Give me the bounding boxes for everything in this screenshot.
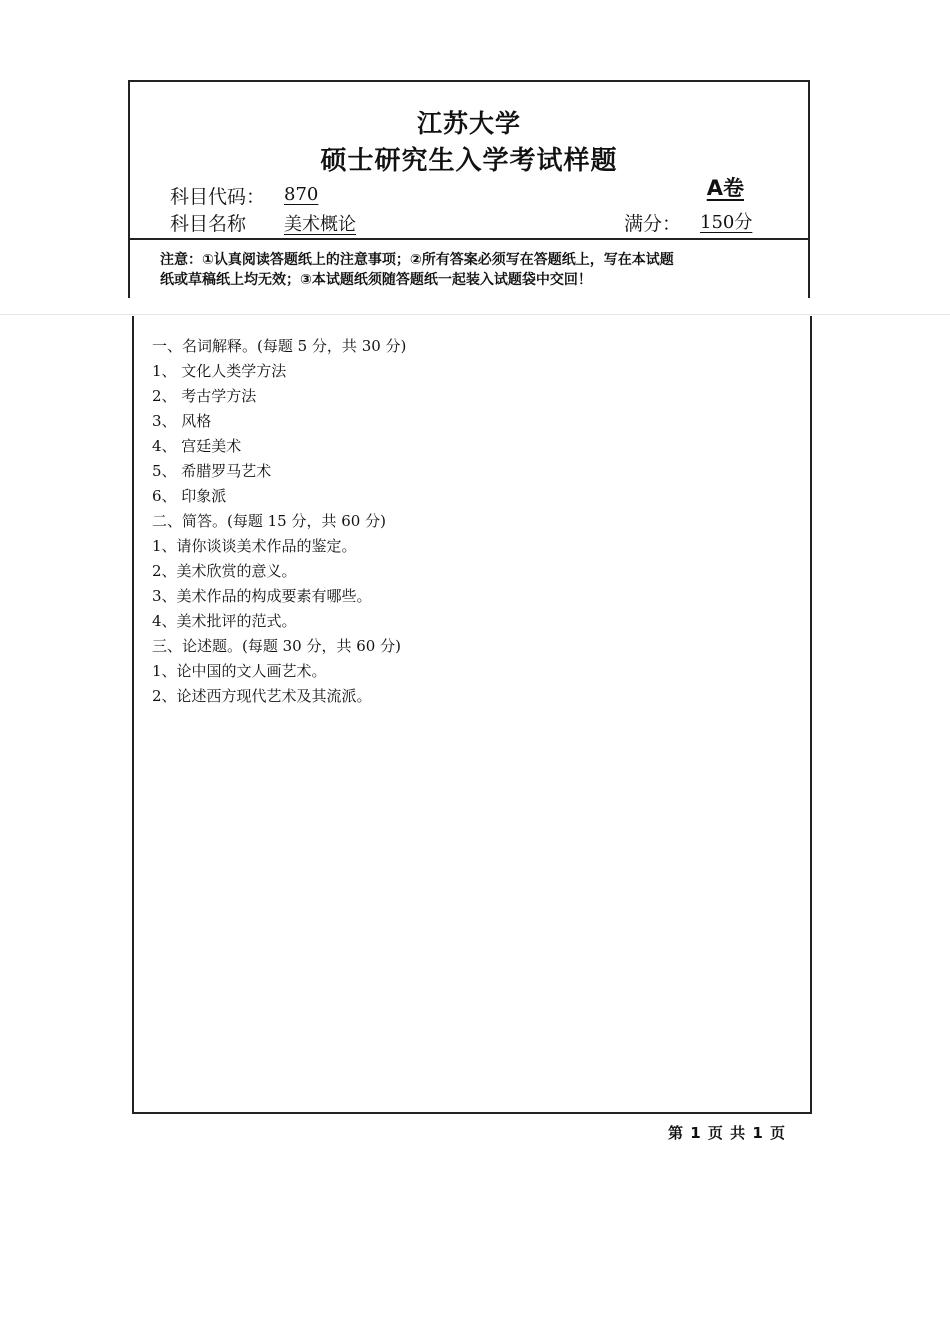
full-score-value: 150分 xyxy=(700,212,753,233)
question-line: 3、美术作品的构成要素有哪些。 xyxy=(152,587,372,605)
notice-line-2: 纸或草稿纸上均无效；③本试题纸须随答题纸一起装入试题袋中交回！ xyxy=(160,272,592,288)
questions-box xyxy=(132,316,812,1114)
question-line: 三、论述题。(每题 30 分，共 60 分) xyxy=(152,637,401,655)
subject-name-label: 科目名称 xyxy=(170,213,247,235)
question-line: 3、 风格 xyxy=(152,412,212,430)
header-divider xyxy=(130,238,808,240)
question-line: 一、名词解释。(每题 5 分，共 30 分) xyxy=(152,337,407,355)
full-score-label: 满分： xyxy=(624,213,682,235)
exam-title: 硕士研究生入学考试样题 xyxy=(320,146,618,176)
question-line: 4、 宫廷美术 xyxy=(152,437,242,455)
subject-name-value: 美术概论 xyxy=(284,214,356,235)
page-number: 第 1 页 共 1 页 xyxy=(668,1124,786,1142)
question-line: 1、 文化人类学方法 xyxy=(152,362,287,380)
question-line: 2、美术欣赏的意义。 xyxy=(152,562,297,580)
page-fold-line xyxy=(0,314,950,315)
question-line: 2、论述西方现代艺术及其流派。 xyxy=(152,687,372,705)
question-line: 1、请你谈谈美术作品的鉴定。 xyxy=(152,537,357,555)
exam-header-box xyxy=(128,80,810,298)
subject-code-label: 科目代码： xyxy=(170,186,266,208)
question-line: 4、美术批评的范式。 xyxy=(152,612,297,630)
school-name: 江苏大学 xyxy=(416,109,521,138)
notice-text xyxy=(160,250,770,290)
question-line: 2、 考古学方法 xyxy=(152,387,257,405)
question-line: 二、简答。(每题 15 分，共 60 分) xyxy=(152,512,386,530)
question-list xyxy=(152,334,406,709)
question-line: 5、 希腊罗马艺术 xyxy=(152,462,272,480)
subject-code-value: 870 xyxy=(284,184,319,205)
question-line: 6、 印象派 xyxy=(152,487,227,505)
question-line: 1、论中国的文人画艺术。 xyxy=(152,662,327,680)
notice-line-1: 注意：①认真阅读答题纸上的注意事项；②所有答案必须写在答题纸上，写在本试题 xyxy=(160,252,674,268)
paper-version: A卷 xyxy=(706,176,744,200)
